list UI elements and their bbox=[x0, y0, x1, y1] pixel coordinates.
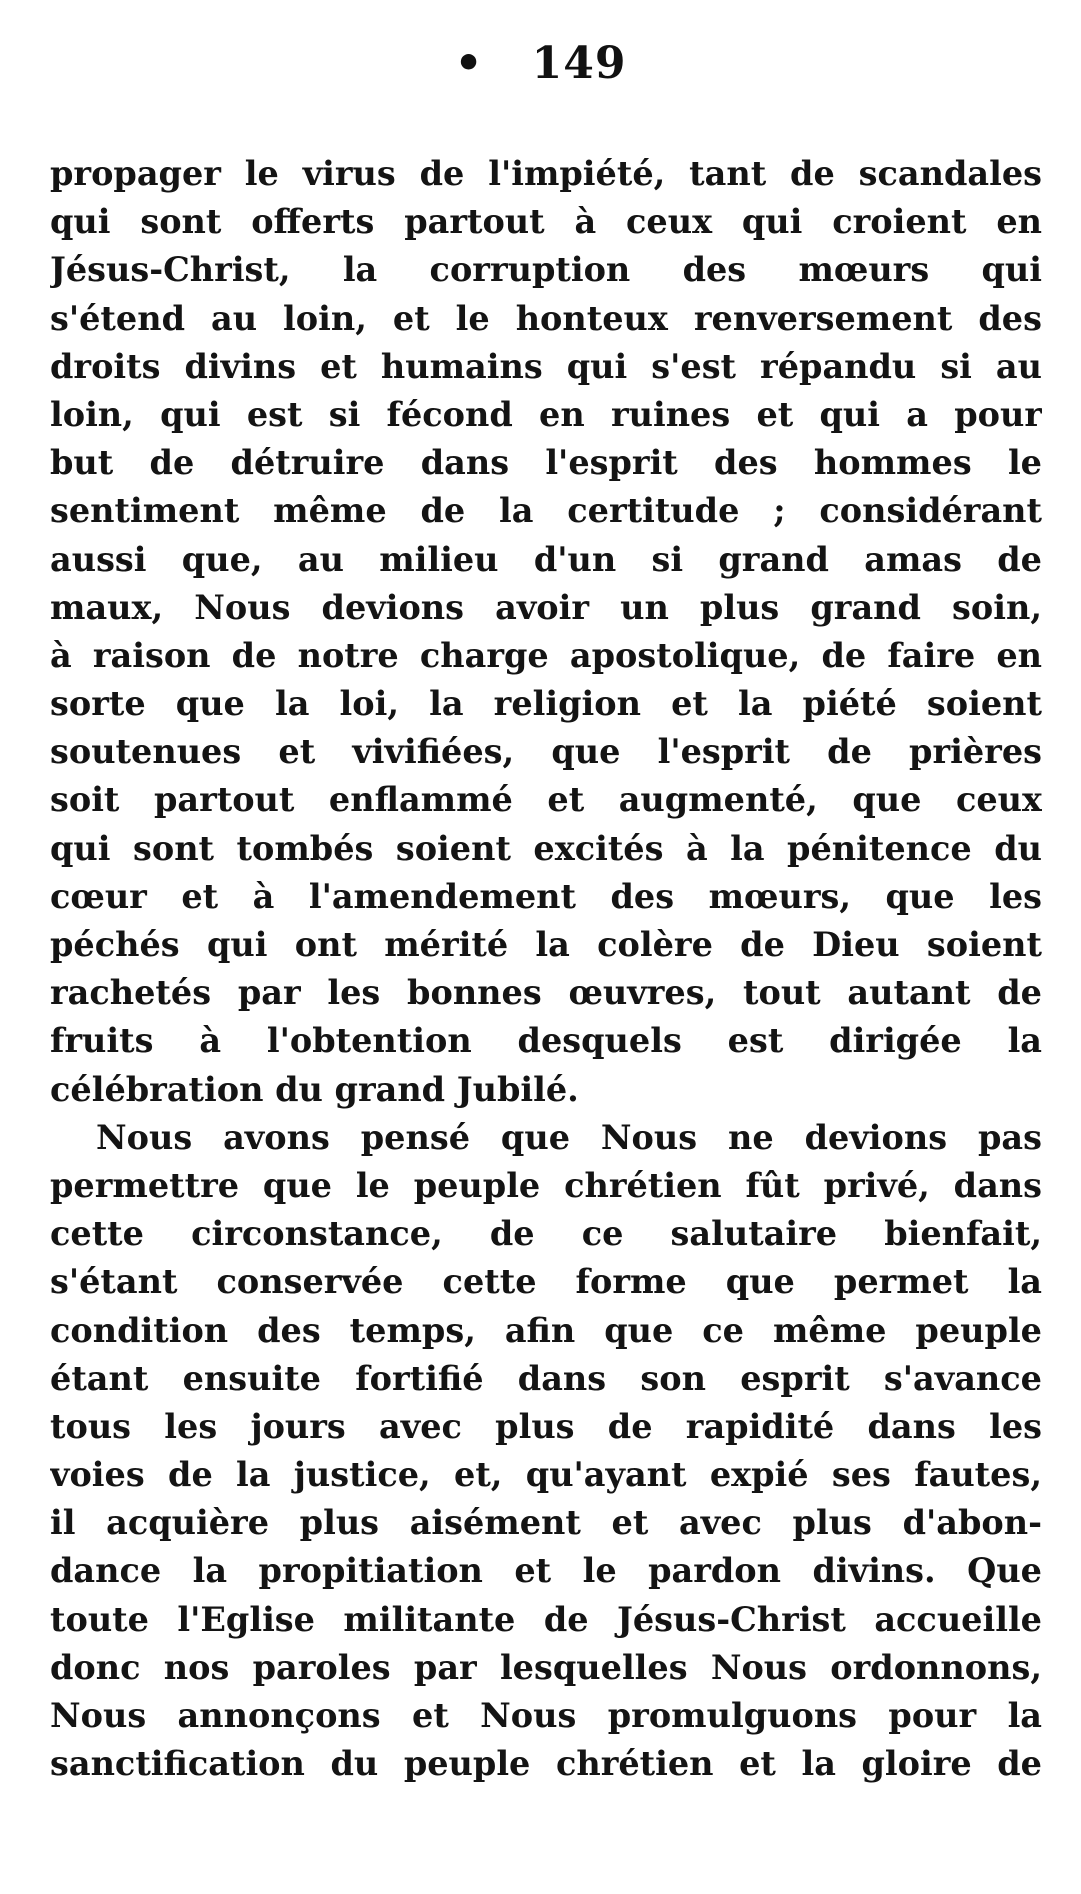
text-line: loin, qui est si fécond en ruines et qui a pour bbox=[50, 394, 1042, 434]
text-line: fruits à l'obtention desquels est dirigée la bbox=[50, 1021, 1042, 1061]
text-line: qui sont tombés soient excités à la pénitence du bbox=[50, 828, 1042, 868]
text-line: aussi que, au milieu d'un si grand amas de bbox=[50, 539, 1042, 579]
bullet-mark: • bbox=[454, 38, 484, 89]
paragraph-first-line: Nous avons pensé que Nous ne devions pas bbox=[96, 1117, 1042, 1157]
text-line: il acquière plus aisément et avec plus d'abon- bbox=[50, 1503, 1042, 1543]
text-line: voies de la justice, et, qu'ayant expié ses fautes, bbox=[50, 1455, 1042, 1495]
page-number-value: 149 bbox=[531, 38, 627, 89]
text-line: donc nos paroles par lesquelles Nous ordonnons, bbox=[50, 1647, 1042, 1687]
text-line: condition des temps, afin que ce même peuple bbox=[50, 1310, 1042, 1350]
text-line: sorte que la loi, la religion et la piété soient bbox=[50, 684, 1042, 724]
text-line: s'étend au loin, et le honteux renversement des bbox=[50, 298, 1042, 338]
text-line: sentiment même de la certitude ; considérant bbox=[50, 491, 1042, 531]
text-line: droits divins et humains qui s'est répandu si au bbox=[50, 346, 1042, 386]
paragraph-last-line: célébration du grand Jubilé. bbox=[50, 1069, 579, 1109]
text-line: maux, Nous devions avoir un plus grand soin, bbox=[50, 587, 1042, 627]
text-line: cette circonstance, de ce salutaire bienfait, bbox=[50, 1214, 1042, 1254]
body-text bbox=[50, 150, 1042, 1788]
text-line: qui sont offerts partout à ceux qui croient en bbox=[50, 202, 1042, 242]
text-line: propager le virus de l'impiété, tant de scandales bbox=[50, 154, 1042, 193]
text-line: sanctification du peuple chrétien et la gloire de bbox=[50, 1744, 1042, 1784]
text-line: soutenues et vivifiées, que l'esprit de prières bbox=[50, 732, 1042, 772]
text-line: toute l'Eglise militante de Jésus-Christ accueille bbox=[50, 1599, 1042, 1639]
text-line: but de détruire dans l'esprit des hommes le bbox=[50, 443, 1042, 483]
text-line: Jésus-Christ, la corruption des mœurs qui bbox=[50, 250, 1042, 290]
text-line: s'étant conservée cette forme que permet la bbox=[50, 1262, 1042, 1302]
text-line: permettre que le peuple chrétien fût privé, dans bbox=[50, 1165, 1042, 1205]
text-line: étant ensuite fortifié dans son esprit s'avance bbox=[50, 1358, 1042, 1398]
page-number bbox=[0, 38, 1081, 89]
text-line: rachetés par les bonnes œuvres, tout autant de bbox=[50, 973, 1042, 1013]
text-line: cœur et à l'amendement des mœurs, que les bbox=[50, 876, 1042, 916]
text-line: soit partout enflammé et augmenté, que ceux bbox=[50, 780, 1042, 820]
text-line: dance la propitiation et le pardon divins. Que bbox=[50, 1551, 1042, 1591]
text-line: péchés qui ont mérité la colère de Dieu soient bbox=[50, 925, 1042, 964]
text-line: Nous annonçons et Nous promulguons pour la bbox=[50, 1696, 1042, 1735]
text-line: à raison de notre charge apostolique, de faire en bbox=[50, 635, 1042, 675]
text-line: tous les jours avec plus de rapidité dans les bbox=[50, 1406, 1042, 1446]
